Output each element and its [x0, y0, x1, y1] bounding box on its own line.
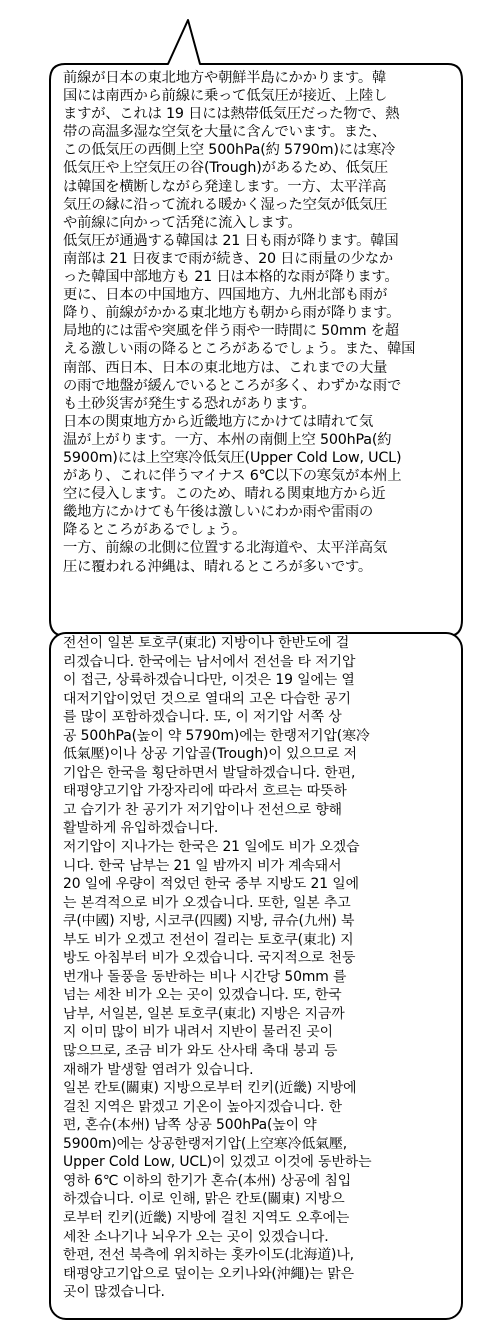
korean-paragraph-4: 한편, 전선 북측에 위치하는 홋카이도(北海道)나, 태평양고기압으로 덮이는 오키나와(沖繩)는 맑은 곳이 많겠습니다. [63, 1247, 354, 1301]
japanese-paragraph-3: 日本の関東地方から近畿地方にかけては晴れて気 温が上がります。一方、本州の南側上空 500hPa(約 5900m)には上空寒冷低気圧(Upper Cold Low, UCL) があり、これに伴うマイナス 6℃以下の寒気が本州上 空に侵入します。このため、晴れる関東地方から近 畿地方にかけても午後は激しいにわか雨や雷雨の 降るところがあるでしょう。 [63, 413, 402, 539]
korean-paragraph-1: 전선이 일본 토호쿠(東北) 지방이나 한반도에 걸 리겠습니다. 한국에는 남서에서 전선을 타 저기압 이 접근, 상륙하겠습니다만, 이것은 19 일에는 열 대저기압이었던 것으로 열대의 고온 다습한 공기 를 많이 포함하겠습니다. 또, 이 저기압 서쪽 상 공 500hPa(높이 약 5790m)에는 한랭저기압(寒冷 低氣壓)이나 상공 기압골(Trough)이 있으므로 저 기압은 한국을 횡단하면서 발달하겠습니다. 한편, 태평양고기압 가장자리에 따라서 흐르는 따뜻하 고 습기가 찬 공기가 저기압이나 전선으로 향해 활발하게 유입하겠습니다. [63, 635, 370, 837]
korean-text-panel [60, 633, 450, 1313]
japanese-paragraph-1: 前線が日本の東北地方や朝鮮半島にかかります。韓 国には南西から前線に乗って低気圧が接近、上陸し ますが、これは 19 日には熱帯低気圧だった物で、熱 帯の高温多湿な空気を大量に含んでいます。また、 この低気圧の西側上空 500hPa(約 5790m)には寒冷 低気圧や上空気圧の谷(Trough)があるため、低気圧 は韓国を横断しながら発達します。一方、太平洋高 気圧の縁に沿って流れる暖かく湿った空気が低気圧 や前線に向かって活発に流入します。 [63, 70, 400, 231]
korean-paragraph-3: 일본 칸토(關東) 지방으로부터 킨키(近畿) 지방에 걸친 지역은 맑겠고 기온이 높아지겠습니다. 한 편, 혼슈(本州) 남쪽 상공 500hPa(높이 약 5900m)에는 상공한랭저기압(上空寒冷低氣壓, Upper Cold Low, UCL)이 있겠고 이것에 동반하는 영하 6℃ 이하의 한기가 혼슈(本州) 상공에 침입 하겠습니다. 이로 인해, 맑은 칸토(關東) 지방으 로부터 킨키(近畿) 지방에 걸친 지역도 오후에는 세찬 소나기나 뇌우가 오는 곳이 있겠습니다. [63, 1080, 372, 1245]
japanese-paragraph-4: 一方、前線の北側に位置する北海道や、太平洋高気 圧に覆われる沖縄は、晴れるところが多いです。 [63, 540, 387, 575]
japanese-paragraph-2: 低気圧が通過する韓国は 21 日も雨が降ります。韓国 南部は 21 日夜まで雨が続き、20 日に雨量の少なか った韓国中部地方も 21 日は本格的な雨が降ります。 更に、日本の中国地方、四国地方、九州北部も雨が 降り、前線がかかる東北地方も朝から雨が降ります。 局地的には雷や突風を伴う雨や一時間に 50mm を超 える激しい雨の降るところがあるでしょう。また、韓国 南部、西日本、日本の東北地方は、これまでの大量 の雨で地盤が緩んでいるところが多く、わずかな雨で も土砂災害が発生する恐れがあります。 [63, 232, 416, 412]
korean-paragraph-2: 저기압이 지나가는 한국은 21 일에도 비가 오겠습 니다. 한국 남부는 21 일 밤까지 비가 계속돼서 20 일에 우량이 적었던 한국 중부 지방도 21 일에 는 본격적으로 비가 오겠습니다. 또한, 일본 추고 쿠(中國) 지방, 시코쿠(四國) 지방, 큐슈(九州) 북 부도 비가 오겠고 전선이 걸리는 토호쿠(東北) 지 방도 아침부터 비가 오겠습니다. 국지적으로 천둥 번개나 돌풍을 동반하는 비나 시간당 50mm 를 넘는 세찬 비가 오는 곳이 있겠습니다. 또, 한국 남부, 서일본, 일본 토호쿠(東北) 지방은 지금까 지 이미 많이 비가 내려서 지반이 물러진 곳이 많으므로, 조금 비가 와도 산사태 축대 붕괴 등 재해가 발생할 염려가 있습니다. [63, 839, 360, 1078]
japanese-text-panel [60, 67, 450, 633]
